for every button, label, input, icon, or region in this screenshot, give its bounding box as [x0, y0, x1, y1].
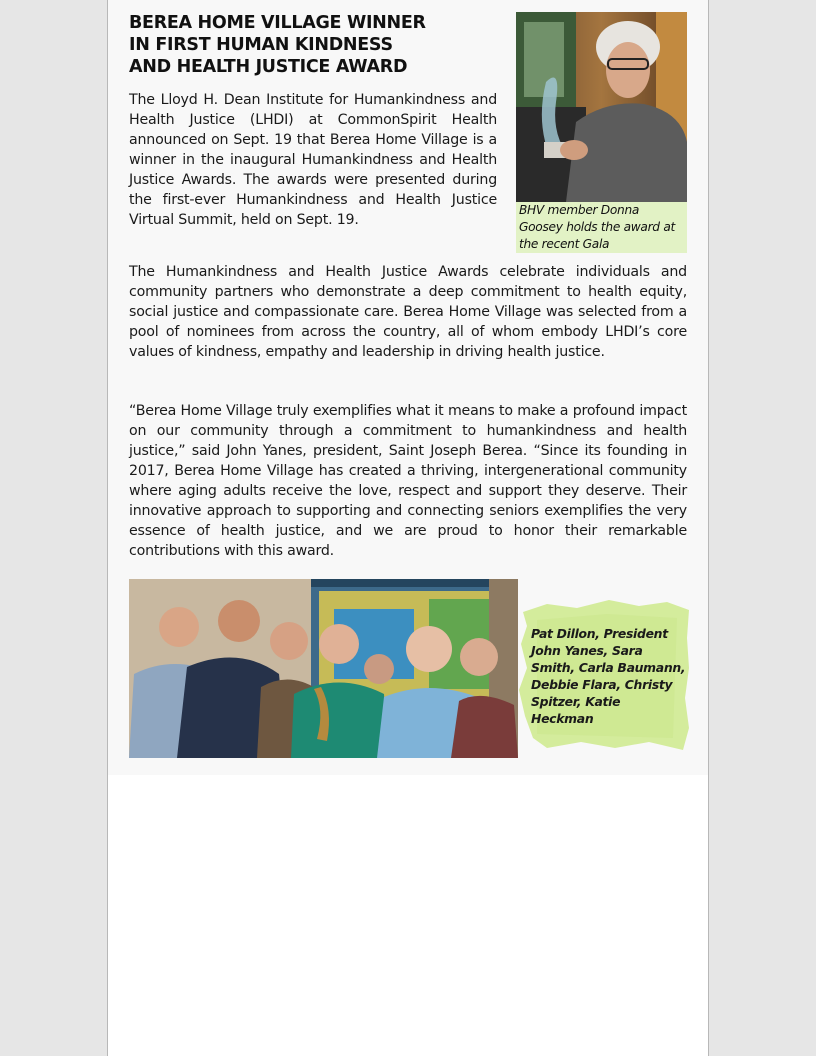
intro-paragraph: The Lloyd H. Dean Institute for Humankindness and Health Justice (LHDI) at CommonSpirit Health announced on Sept. 19 that Berea Home Village is a winner in the inaugural Humankindness and Health Justice Awards. The awards were presented during the first-ever Humankindness and Health Justice Virtual Summit, held on Sept. 19. [129, 92, 497, 228]
title-line: BEREA HOME VILLAGE WINNER [129, 13, 426, 33]
article-title [129, 12, 499, 78]
photo-caption-text: BHV member Donna Goosey holds the award at the recent Gala [519, 203, 675, 251]
group-award-photo [129, 579, 518, 758]
photo-caption [516, 202, 687, 253]
title-line: AND HEALTH JUSTICE AWARD [129, 57, 408, 77]
caption-line: Debbie Flara, Christy [531, 677, 673, 692]
document-page [107, 0, 709, 1056]
caption-line: Heckman [531, 711, 594, 726]
title-line: IN FIRST HUMAN KINDNESS [129, 35, 393, 55]
caption-line: John Yanes, Sara [531, 643, 643, 658]
caption-line: Smith, Carla Baumann, [531, 660, 686, 675]
caption-line: Spitzer, Katie [531, 694, 621, 709]
body-paragraph: The Humankindness and Health Justice Awards celebrate individuals and community partners who demonstrate a deep commitment to health equity, social justice and compassionate care. Berea Home Village was selected from a pool of nominees from across the country, all of whom embody LHDI’s core values of kindness, empathy and leadership in driving health justice. [129, 264, 687, 360]
award-photo-donna [516, 12, 687, 202]
quote-paragraph: “Berea Home Village truly exemplifies what it means to make a profound impact on our community through a commitment to humankindness and health justice,” said John Yanes, president, Saint Joseph Berea. “Since its founding in 2017, Berea Home Village has created a thriving, intergenerational community where aging adults receive the love, respect and support they deserve. Their innovative approach to supporting and connecting seniors exemplifies the very essence of health justice, and we are proud to honor their remarkable contributions with this award. [129, 403, 687, 559]
caption-line: Pat Dillon, President [531, 626, 668, 641]
newsletter-article [108, 0, 708, 775]
group-photo-caption [531, 625, 689, 727]
